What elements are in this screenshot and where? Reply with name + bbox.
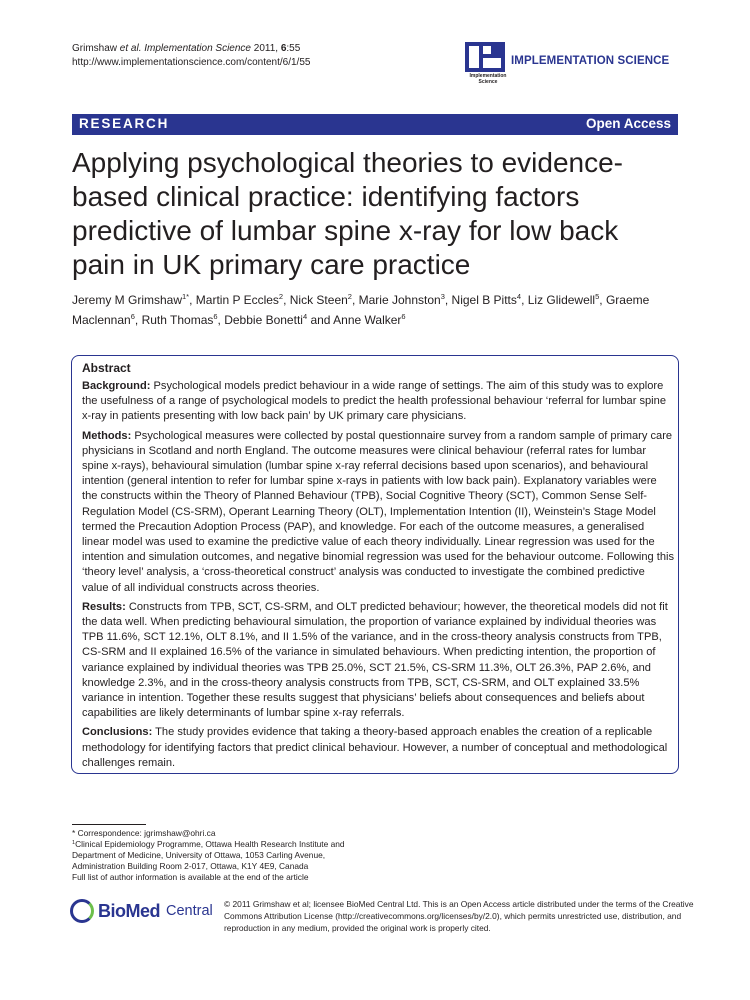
citation-year: 2011, [251, 43, 281, 54]
abstract-results [82, 600, 674, 722]
article-type-label: RESEARCH [79, 116, 170, 131]
journal-logo-subtext: Implementation Science [469, 73, 507, 85]
abstract-methods [82, 429, 674, 596]
abstract-conclusions [82, 725, 674, 771]
abstract-methods-label: Methods: [82, 429, 132, 442]
citation-journal: Implementation Science [141, 43, 251, 54]
author-name: Marie Johnston [358, 293, 441, 307]
correspondence-note: * Correspondence: jgrimshaw@ohri.ca [72, 828, 216, 838]
biomed-central-icon [70, 899, 94, 923]
citation-header [72, 42, 310, 70]
author-affiliation-sup: 6 [213, 312, 218, 321]
abstract-background [82, 379, 674, 425]
citation-line [72, 42, 310, 56]
abstract-box [71, 355, 679, 774]
abstract-conclusions-text: The study provides evidence that taking a theory-based approach enables the creation of a replicable methodology for identifying factors that predict clinical behaviour. However, a number of conceptual and methodological challenges remain. [82, 726, 668, 769]
open-access-label: Open Access [585, 116, 671, 131]
abstract-background-label: Background: [82, 380, 151, 392]
author-info-note: Full list of author information is available at the end of the article [72, 872, 309, 882]
footnote-divider [72, 824, 146, 825]
author-name: Liz Glidewell [527, 293, 596, 307]
author-affiliation-sup: 2 [347, 292, 352, 301]
author-name: Ruth Thomas [141, 313, 214, 327]
footnotes [72, 828, 372, 883]
abstract-methods-text: Psychological measures were collected by postal questionnaire survey from a random sample of primary care physicians in Scotland and north England. The outcome measures were clinical behaviour (referral rates for lumbar spine x-rays), behavioural simulation (lumbar spine x-ray referral decisions based upon scenarios), and behavioural intention (general intention to refer for lumbar spine x-rays in patients with low back pain). Explanatory variables were the constructs within the Theory of Planned Behaviour (TPB), Social Cognitive Theory (SCT), Common Sense Self-Regulation Model (CS-SRM), Operant Learning Theory (OLT), Implementation Intention (II), Weinstein’s Stage Model termed the Precaution Adoption Process (PAP), and knowledge. For each of the outcome measures, a generalised linear model was used to examine the predictive value of each theory individually. Linear regression was used for the intention and simulation outcomes, and negative binomial regression was used for the behaviour outcome. Following this ‘theory level’ analysis, a ‘cross-theoretical construct’ analysis was conducted to investigate the combined predictive value of all individual constructs across theories. [82, 429, 675, 594]
abstract-results-text: Constructs from TPB, SCT, CS-SRM, and OLT predicted behaviour; however, the theoretical models did not fit the data well. When predicting behavioural simulation, the proportion of variance explained by individual theories was TPB 11.6%, SCT 12.1%, OLT 8.1%, and II 1.5% of the variance, and in the cross-theory analysis constructs from TPB, CS-SRM and II explained 16.5% of the variance in simulated behaviours. When predicting intention, the proportion of variance explained by individual theories was TPB 25.0%, SCT 21.5%, CS-SRM 11.3%, OLT 26.3%, PAP 2.6%, and knowledge 2.3%, and in the cross-theory analysis constructs from TPB, SCT, CS-SRM, and OLT explained 33.5% variance in intention. Together these results suggest that physicians’ beliefs about consequences and beliefs about capabilities are likely determinants of lumbar spine x-ray referrals. [82, 600, 668, 720]
citation-etal: et al. [119, 43, 142, 54]
abstract-results-label: Results: [82, 600, 126, 613]
author-name: Debbie Bonetti [224, 313, 303, 327]
affiliation-note [72, 839, 372, 872]
author-affiliation-sup: 3 [440, 292, 445, 301]
author-affiliation-sup: 6 [401, 312, 406, 321]
abstract-background-text: Psychological models predict behaviour in a wide range of settings. The aim of this study was to explore the usefulness of a range of psychological models to predict the health professional behaviour ‘referral for lumbar spine x-ray in patients presenting with low back pain’ by UK primary care physicians. [82, 380, 666, 423]
author-name: Martin P Eccles [195, 293, 279, 307]
author-list: Jeremy M Grimshaw$^{1*}$, Martin P Eccles$^2$, Nick Steen$^2$, Marie Johnston$^3$, Nigel B Pitts$^4$, Liz Glidewell$^5$, Graeme Maclennan$^6$, Ruth Thomas$^6$, Debbie Bonetti$^4$ and Anne Walker$^6$ [72, 292, 650, 327]
citation-author: Grimshaw [72, 43, 120, 54]
publisher-name-part2: Central [166, 903, 213, 919]
article-type-banner [72, 114, 678, 135]
author-name: Nick Steen [289, 293, 348, 307]
abstract-conclusions-label: Conclusions: [82, 726, 153, 739]
license-text: © 2011 Grimshaw et al; licensee BioMed Central Ltd. This is an Open Access article distributed under the terms of the Creative Commons Attribution License (http://creativecommons.org/licenses/by/2.0), which permits unrestricted use, distribution, and reproduction in any medium, provided the original work is properly cited. [224, 899, 694, 933]
citation-volume: 6 [280, 43, 287, 54]
author-affiliation-sup: 2 [278, 292, 284, 301]
biomed-central-logo [70, 898, 212, 926]
author-affiliation-sup: 5 [595, 292, 600, 301]
journal-logo-name: IMPLEMENTATION SCIENCE [511, 55, 670, 67]
author-affiliation-sup: 1* [182, 292, 190, 301]
citation-page: :55 [286, 43, 301, 54]
journal-logo-icon [465, 42, 505, 72]
publisher-name-part1: BioMed [98, 901, 160, 921]
affiliation-sup: 1 [72, 840, 76, 846]
author-name: Jeremy M Grimshaw [72, 293, 183, 307]
article-url[interactable]: http://www.implementationscience.com/content/6/1/55 [72, 57, 311, 68]
article-title: Applying psychological theories to evidence-based clinical practice: identifying factors predictive of lumbar spine x-ray for low back pain in UK primary care practice [72, 147, 623, 280]
author-affiliation-sup: 4 [516, 292, 522, 301]
journal-logo [465, 42, 685, 92]
author-affiliation-sup: 6 [130, 312, 135, 321]
abstract-heading: Abstract [82, 361, 131, 375]
author-name: Graeme Maclennan [72, 293, 650, 327]
author-affiliation-sup: 4 [302, 312, 308, 321]
author-name: Nigel B Pitts [451, 293, 517, 307]
author-name: Anne Walker [333, 313, 402, 327]
affiliation-text: Clinical Epidemiology Programme, Ottawa Health Research Institute and Department of Medicine, University of Ottawa, 1053 Carling Avenue, Administration Building Room 2-017, Ottawa, K1Y 4E9, Canada [72, 839, 345, 871]
